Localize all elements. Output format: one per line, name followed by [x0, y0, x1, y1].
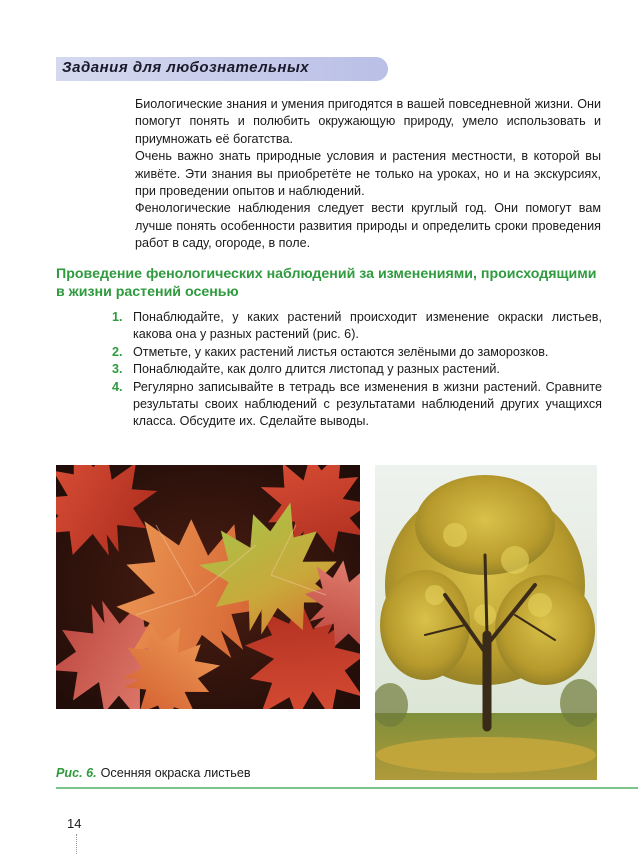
task-text-2: Отметьте, у каких растений листья остаются зелёными до заморозков. — [133, 344, 549, 359]
intro-text — [135, 96, 601, 253]
photo-autumn-tree — [375, 465, 597, 780]
section-title: Задания для любознательных — [62, 59, 310, 76]
task-item-3 — [112, 361, 602, 378]
figure-caption-text: Осенняя окраска листьев — [100, 766, 251, 780]
task-item-4 — [112, 379, 602, 431]
autumn-leaves-illustration — [56, 465, 360, 709]
task-text-4: Регулярно записывайте в тетрадь все изменения в жизни растений. Сравните результаты своих наблюдений с результатами наблюдений других учащихся класса. Обсудите их. Сделайте выводы. — [133, 379, 602, 429]
figure-label: Рис. 6. — [56, 766, 97, 780]
task-item-1 — [112, 309, 602, 344]
task-text-1: Понаблюдайте, у каких растений происходит изменение окраски листьев, какова она у разных растений (рис. 6). — [133, 310, 602, 342]
activity-heading: Проведение фенологических наблюдений за изменениями, происходящими в жизни растений осенью — [56, 266, 597, 300]
task-number-4: 4. — [112, 379, 123, 394]
intro-paragraph-2: Очень важно знать природные условия и растения местности, в которой вы живёте. Эти знания вы приобретёте не только на уроках, но и на экскурсиях, при проведении опытов и наблюдений. — [135, 149, 601, 199]
task-text-3: Понаблюдайте, как долго длится листопад у разных растений. — [133, 362, 500, 377]
section-banner — [56, 57, 388, 81]
task-number-3: 3. — [112, 362, 123, 377]
task-item-2 — [112, 344, 602, 361]
intro-paragraph-3: Фенологические наблюдения следует вести круглый год. Они помогут вам лучше понять особенности развития природы и определить сроки проведения работ в саду, огороде, в поле. — [135, 201, 601, 251]
intro-paragraph-1: Биологические знания и умения пригодятся в вашей повседневной жизни. Они помогут понять и полюбить окружающую природу, умело использовать и приумножать её богатства. — [135, 97, 601, 146]
page-number: 14 — [67, 816, 82, 831]
task-number-1: 1. — [112, 310, 123, 324]
photo-autumn-leaves — [56, 465, 360, 709]
task-list — [112, 309, 602, 431]
autumn-tree-illustration — [375, 465, 597, 780]
footer-divider — [56, 787, 638, 789]
figure-caption — [56, 766, 251, 780]
page-margin-tick — [76, 834, 77, 854]
task-number-2: 2. — [112, 344, 123, 359]
